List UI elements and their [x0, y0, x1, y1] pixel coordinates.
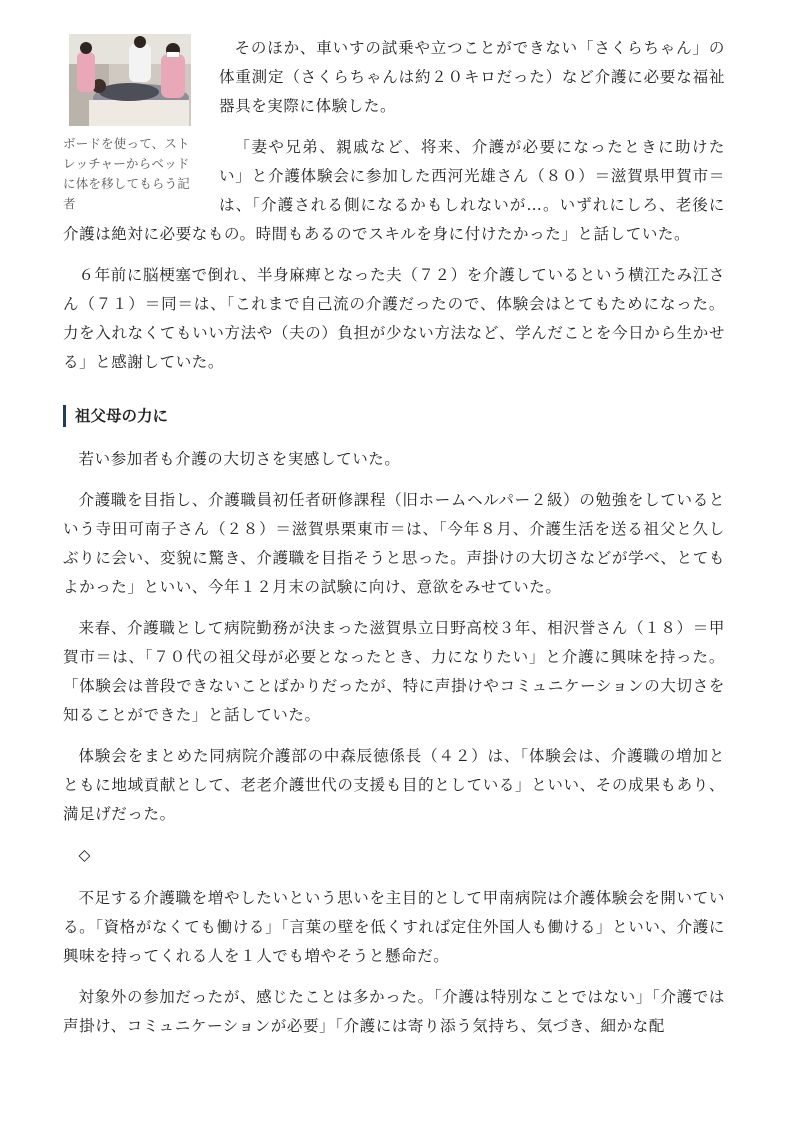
paragraph: そのほか、車いすの試乗や立つことができない「さくらちゃん」の体重測定（さくらちゃんは約２０キロだった）など介護に必要な福祉器具を実際に体験した。 [219, 39, 725, 115]
paragraph: 「妻や兄弟、親戚など、将来、介護が必要になったときに助けたい」と介護体験会に参加した西河光雄さん（８０）＝滋賀県甲賀市＝は、「介護される側になるかもしれないが…。いずれにしろ、老後に介護は絶対に必要なもの。時間もあるのでスキルを身に付けたかった」と話していた。 [63, 138, 725, 243]
paragraph: 来春、介護職として病院勤務が決まった滋賀県立日野高校３年、相沢誉さん（１８）＝甲賀市＝は、「７０代の祖父母が必要となったとき、力になりたい」と介護に興味を持った。「体験会は普段できないことばかりだったが、特に声掛けやコミュニケーションの大切さを知ることができた」と話していた。 [63, 619, 725, 724]
paragraph: 介護職を目指し、介護職員初任者研修課程（旧ホームヘルパー２級）の勉強をしているという寺田可南子さん（２８）＝滋賀県栗東市＝は、「今年８月、介護生活を送る祖父と久しぶりに会い、変貌に驚き、介護職を目指そうと思った。声掛けの大切さなどが学べ、とてもよかった」といい、今年１２月末の試験に向け、意欲をみせていた。 [63, 491, 725, 596]
article-photo[interactable] [69, 34, 191, 126]
photo-caption: ボードを使って、ストレッチャーからベッドに体を移してもらう記者 [63, 136, 191, 211]
paragraph: 不足する介護職を増やしたいという思いを主目的として甲南病院は介護体験会を開いている。「資格がなくても働ける」「言葉の壁を低くすれば定住外国人も働ける」といい、介護に興味を持ってくれる人を１人でも増やそうと懸命だ。 [63, 889, 725, 965]
section-separator: ◇ [78, 846, 91, 864]
article-body [63, 34, 725, 1053]
paragraph: ６年前に脳梗塞で倒れ、半身麻痺となった夫（７２）を介護しているという横江たみ江さん（７１）＝同＝は、「これまで自己流の介護だったので、体験会はとてもためになった。力を入れなくてもいい方法や（夫の）負担が少ない方法など、学んだことを今日から生かせる」と感謝していた。 [63, 266, 725, 371]
paragraph: 体験会をまとめた同病院介護部の中森辰徳係長（４２）は、「体験会は、介護職の増加とともに地域貢献として、老老介護世代の支援も目的としている」といい、その成果もあり、満足げだった。 [63, 747, 725, 823]
paragraph: 若い参加者も介護の大切さを実感していた。 [78, 450, 401, 468]
photo-illustration [69, 34, 191, 126]
paragraph: 対象外の参加だったが、感じたことは多かった。「介護は特別なことではない」「介護では声掛け、コミュニケーションが必要」「介護には寄り添う気持ち、気づき、細かな配 [63, 988, 725, 1035]
section-heading: 祖父母の力に [63, 405, 725, 427]
article-figure [63, 34, 201, 214]
